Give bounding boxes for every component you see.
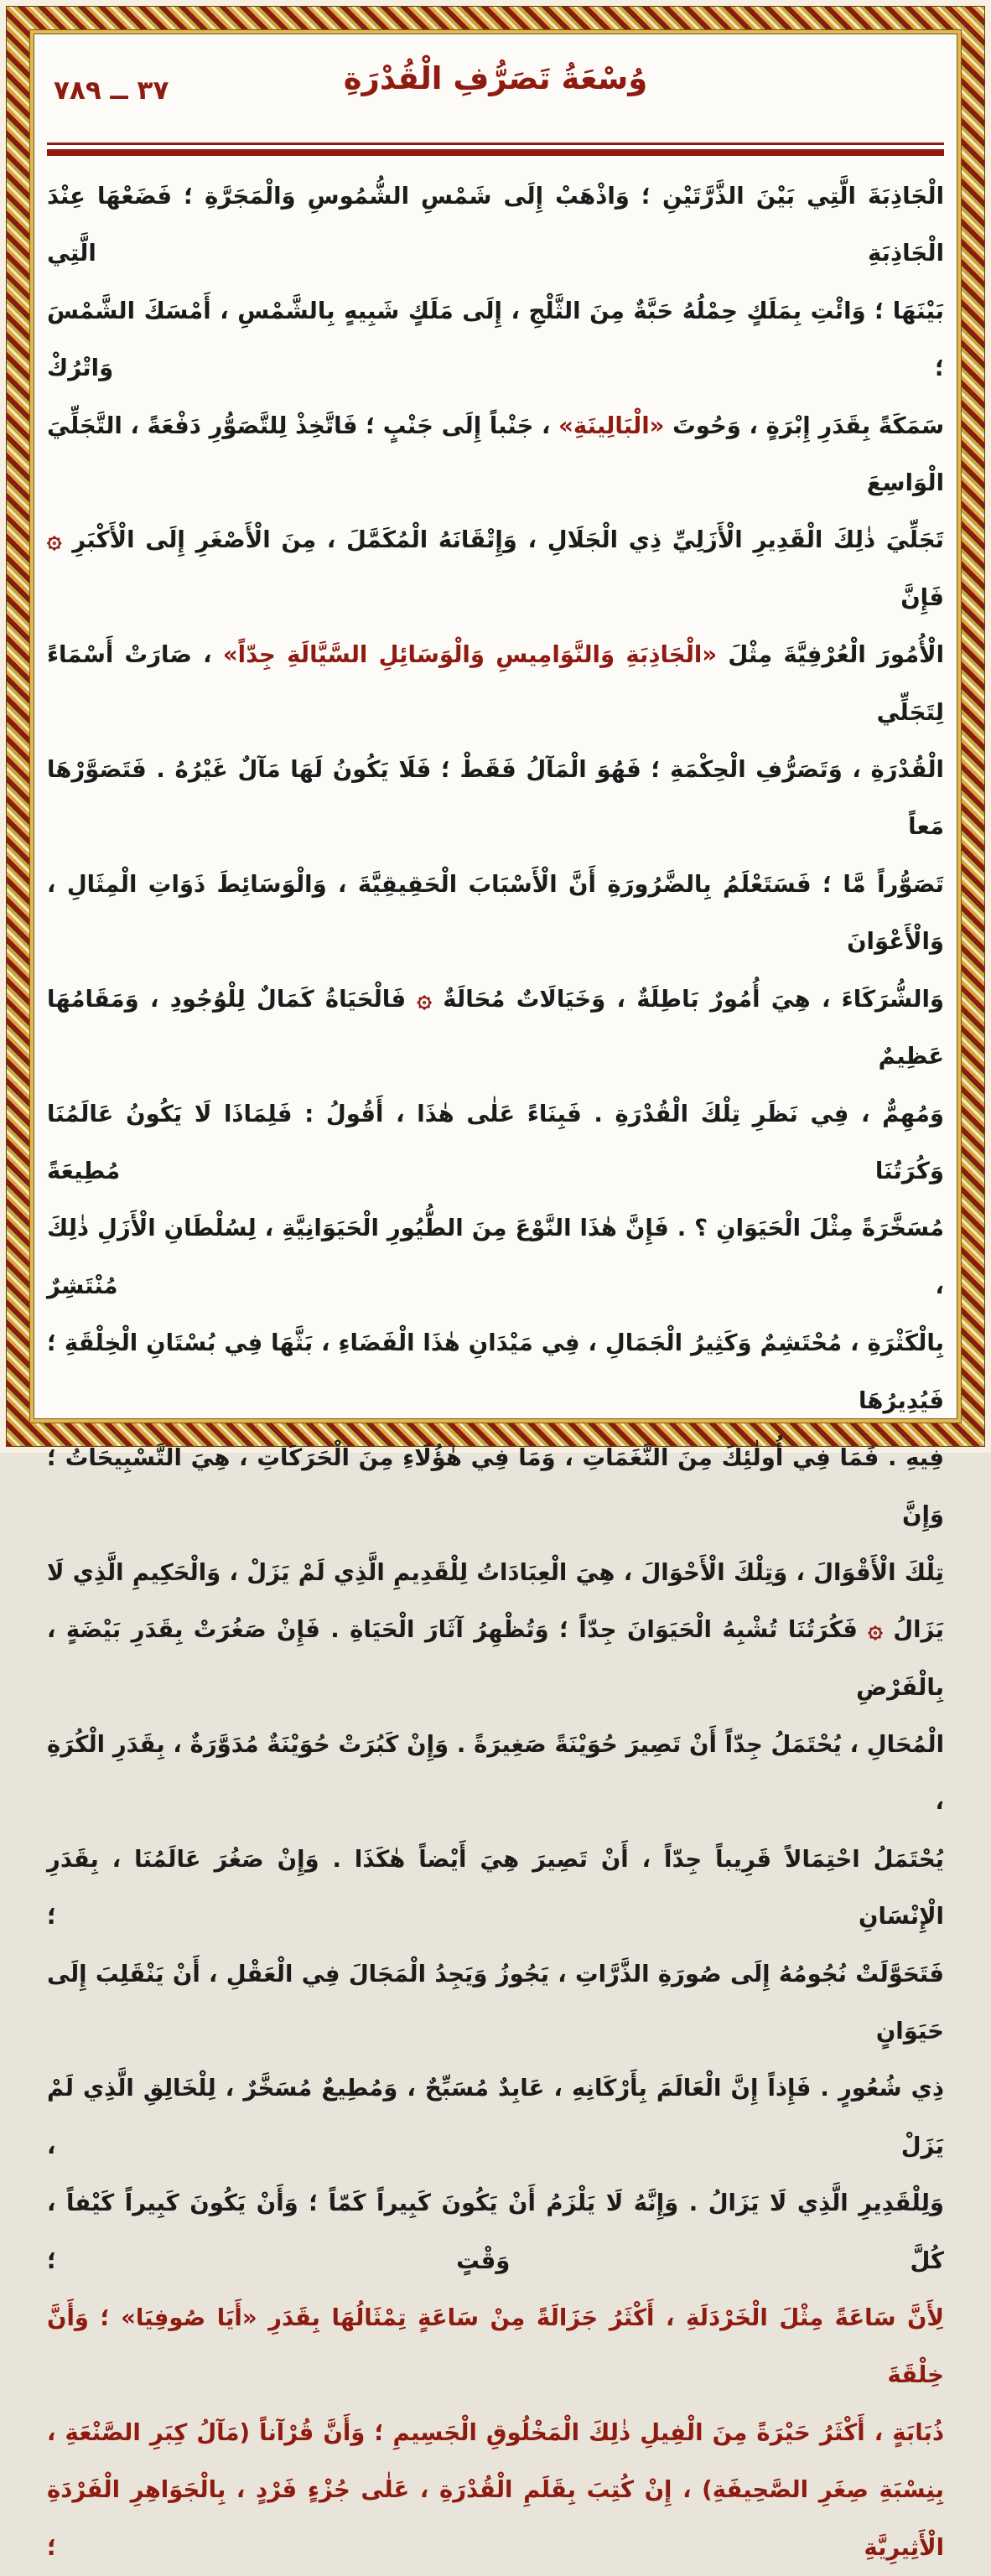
highlighted-phrase: «الْبَالِينَةِ» — [558, 412, 665, 439]
rosette-ornament-icon: ۞ — [417, 983, 432, 1013]
text-line — [47, 1314, 944, 1429]
rosette-ornament-icon: ۞ — [868, 1615, 883, 1645]
text-segment: الْأُمُورَ الْعُرْفِيَّةَ مِثْلَ — [717, 641, 945, 669]
text-line — [47, 1086, 944, 1200]
text-segment: وَلِلْقَدِيرِ الَّذِي لَا يَزَالُ . وَإِنَّهُ لَا يَلْزَمُ أَنْ يَكُونَ كَبِيراً كَمّاً ؛ وَأَنْ يَكُونَ كَبِيراً كَيْفاً ، كُلَّ وَقْتٍ ؛ — [47, 2190, 944, 2274]
page-title: وُسْعَةُ تَصَرُّفِ الْقُدْرَةِ — [343, 60, 648, 96]
header-divider-thick-rule — [47, 149, 944, 156]
text-segment: تَصَوُّراً مَّا ؛ فَسَتَعْلَمُ بِالضَّرُورَةِ أَنَّ الْأَسْبَابَ الْحَقِيقِيَّةَ ، وَالْوَسَائِطَ ذَوَاتِ الْمِثَالِ ، وَالْأَعْوَانَ — [47, 870, 944, 956]
text-line — [47, 2060, 944, 2174]
text-segment: فَتَحَوَّلَتْ نُجُومُهُ إِلَى صُورَةِ الذَّرَّاتِ ، يَجُوزُ وَيَجِدُ الْمَجَالَ فِي الْعَقْلِ ، أَنْ يَنْقَلِبَ إِلَى حَيَوَانٍ — [47, 1960, 944, 2045]
text-segment: فَالْحَيَاةُ كَمَالٌ لِلْوُجُودِ ، وَمَقَامُهَا عَظِيمٌ — [47, 985, 944, 1070]
text-line — [47, 1831, 944, 1946]
header-divider — [47, 143, 944, 156]
rosette-ornament-icon: ۞ — [47, 525, 62, 555]
text-segment: بَيْنَهَا ؛ وَائْتِ بِمَلَكٍ حِمْلُهُ حَبَّةٌ مِنَ الثَّلْجِ ، إِلَى مَلَكٍ شَبِيهٍ بِالشَّمْسِ ، أَمْسَكَ الشَّمْسَ ؛ وَاتْرُكْ — [47, 297, 944, 382]
text-line — [47, 741, 944, 856]
text-segment: تِلْكَ الْأَقْوَالَ ، وَتِلْكَ الْأَحْوَالَ ، هِيَ الْعِبَادَاتُ لِلْقَدِيمِ الَّذِي لَمْ يَزَلْ ، وَالْحَكِيمِ الَّذِي لَا — [47, 1558, 944, 1586]
text-line — [47, 856, 944, 971]
text-segment: ذِي شُعُورٍ . فَإِذاً إِنَّ الْعَالَمَ بِأَرْكَانِهِ ، عَابِدٌ مُسَبِّحٌ ، وَمُطِيعٌ مُسَخَّرٌ ، لِلْخَالِقِ الَّذِي لَمْ يَزَلْ ، — [47, 2075, 944, 2159]
highlighted-phrase: بِنِسْبَةِ صِغَرِ الصَّحِيفَةِ) ، إِنْ كُتِبَ بِقَلَمِ الْقُدْرَةِ ، عَلٰى جُزْءٍ فَرْدٍ ، بِالْجَوَاهِرِ الْفَرْدَةِ الْأَثِيرِيَّةِ ؛ — [47, 2476, 944, 2561]
text-segment: الْقُدْرَةِ ، وَتَصَرُّفِ الْحِكْمَةِ ؛ فَهُوَ الْمَآلُ فَقَطْ ؛ فَلَا يَكُونُ لَهَا مَآلٌ غَيْرُهُ . فَتَصَوَّرْهَا مَعاً — [47, 756, 944, 841]
text-line — [47, 1544, 944, 1601]
text-line — [47, 397, 944, 512]
text-line — [47, 1946, 944, 2060]
text-segment: وَالشُّرَكَاءَ ، هِيَ أُمُورٌ بَاطِلَةٌ ، وَخَيَالَاتٌ مُحَالَةٌ — [431, 985, 944, 1013]
text-segment: وَمُهِمٌّ ، فِي نَظَرِ تِلْكَ الْقُدْرَةِ . فَبِنَاءً عَلٰى هٰذَا ، أَقُولُ : فَلِمَاذَا لَا يَكُونُ عَالَمُنَا وَكُرَتُنَا مُطِيعَةً — [47, 1100, 944, 1184]
page-content — [47, 39, 945, 2561]
text-line — [47, 168, 944, 282]
text-line — [47, 1200, 944, 1314]
text-segment: فَكُرَتُنَا تُشْبِهُ الْحَيَوَانَ جِدّاً ؛ وَتُظْهِرُ آثَارَ الْحَيَاةِ . فَإِنْ صَغُرَتْ بِقَدَرِ بَيْضَةٍ ، بِالْفَرْضِ — [47, 1616, 944, 1701]
text-segment: فَإِنَّ — [900, 583, 944, 611]
text-line — [47, 2174, 944, 2289]
text-line — [47, 282, 944, 397]
text-segment: ، صَارَتْ أَسْمَاءً لِتَجَلِّي — [47, 641, 944, 726]
text-segment: الْجَاذِبَةَ الَّتِي بَيْنَ الذَّرَّتَيْنِ ؛ وَاذْهَبْ إِلَى شَمْسِ الشُّمُوسِ وَالْمَجَرَّةِ ؛ فَضَعْهَا عِنْدَ الْجَاذِبَةِ الَّتِي — [47, 183, 944, 267]
text-line — [47, 1716, 944, 1831]
text-segment: مُسَخَّرَةً مِثْلَ الْحَيَوَانِ ؟ . فَإِنَّ هٰذَا النَّوْعَ مِنَ الطُّيُورِ الْحَيَوَانِيَّةِ ، لِسُلْطَانِ الْأَزَلِ ذٰلِكَ ، مُنْتَشِرٌ — [47, 1215, 944, 1299]
text-segment: بِالْكَثْرَةِ ، مُحْتَشِمٌ وَكَثِيرُ الْجَمَالِ ، فِي مَيْدَانِ هٰذَا الْفَضَاءِ ، بَثَّهَا فِي بُسْتَانِ الْخِلْقَةِ ؛ فَيُدِيرُهَا — [47, 1329, 944, 1414]
body-text — [47, 168, 944, 2576]
text-line — [47, 1429, 944, 1544]
text-line — [47, 2461, 944, 2576]
highlighted-phrase: «الْجَاذِبَةِ وَالنَّوَامِيسِ وَالْوَسَائِلِ السَّيَّالَةِ جِدّاً» — [222, 641, 718, 669]
text-line — [47, 971, 944, 1086]
text-segment: فِيهِ . فَمَا فِي أُولٰئِكَ مِنَ النَّغَمَاتِ ، وَمَا فِي هٰؤُلَاءِ مِنَ الْحَرَكَاتِ ، هِيَ التَّسْبِيحَاتُ ؛ وَإِنَّ — [47, 1443, 944, 1529]
text-segment: تَجَلِّيَ ذٰلِكَ الْقَدِيرِ الْأَزَلِيِّ ذِي الْجَلَالِ ، وَإِتْقَانَهُ الْمُكَمَّلَ ، مِنَ الْأَصْغَرِ إِلَى الْأَكْبَرِ — [61, 526, 944, 554]
text-line — [47, 2289, 944, 2404]
text-segment: يَزَالُ — [882, 1616, 944, 1644]
text-line — [47, 511, 944, 626]
highlighted-phrase: لِأَنَّ سَاعَةً مِثْلَ الْخَرْدَلَةِ ، أَكْثَرُ جَزَالَةً مِنْ سَاعَةٍ تِمْثَالُهَا بِقَدَرِ «أَيَا صُوفِيَا» ؛ وَأَنَّ خِلْقَةَ — [47, 2304, 944, 2389]
page-number: ٣٧ ــ ٧٨٩ — [54, 75, 169, 106]
text-segment: ، جَنْباً إِلَى جَنْبٍ ؛ فَاتَّخِذْ لِلتَّصَوُّرِ دَفْعَةً ، التَّجَلِّيَ الْوَاسِعَ — [47, 412, 944, 497]
page-header — [47, 60, 944, 141]
text-line — [47, 1601, 944, 1716]
text-line — [47, 626, 944, 741]
text-segment: سَمَكَةً بِقَدَرِ إِبْرَةٍ ، وَحُوتَ — [664, 412, 944, 439]
text-segment: الْمُحَالِ ، يُحْتَمَلُ جِدّاً أَنْ تَصِيرَ حُوَيْنَةً صَغِيرَةً . وَإِنْ كَبُرَتْ حُوَيْنَةٌ مُدَوَّرَةٌ ، بِقَدَرِ الْكُرَةِ ، — [47, 1730, 944, 1816]
text-segment: يُحْتَمَلُ احْتِمَالاً قَرِيباً جِدّاً ، أَنْ تَصِيرَ هِيَ أَيْضاً هٰكَذَا . وَإِنْ صَغُرَ عَالَمُنَا ، بِقَدَرِ الْإِنْسَانِ ؛ — [47, 1845, 944, 1931]
header-divider-thin-rule — [47, 143, 944, 145]
highlighted-phrase: ذُبَابَةٍ ، أَكْثَرُ حَيْرَةً مِنَ الْفِيلِ ذٰلِكَ الْمَخْلُوقِ الْجَسِيمِ ؛ وَأَنَّ قُرْآناً (مَآلُ كِبَرِ الصَّنْعَةِ ، — [47, 2418, 944, 2446]
text-line — [47, 2404, 944, 2461]
